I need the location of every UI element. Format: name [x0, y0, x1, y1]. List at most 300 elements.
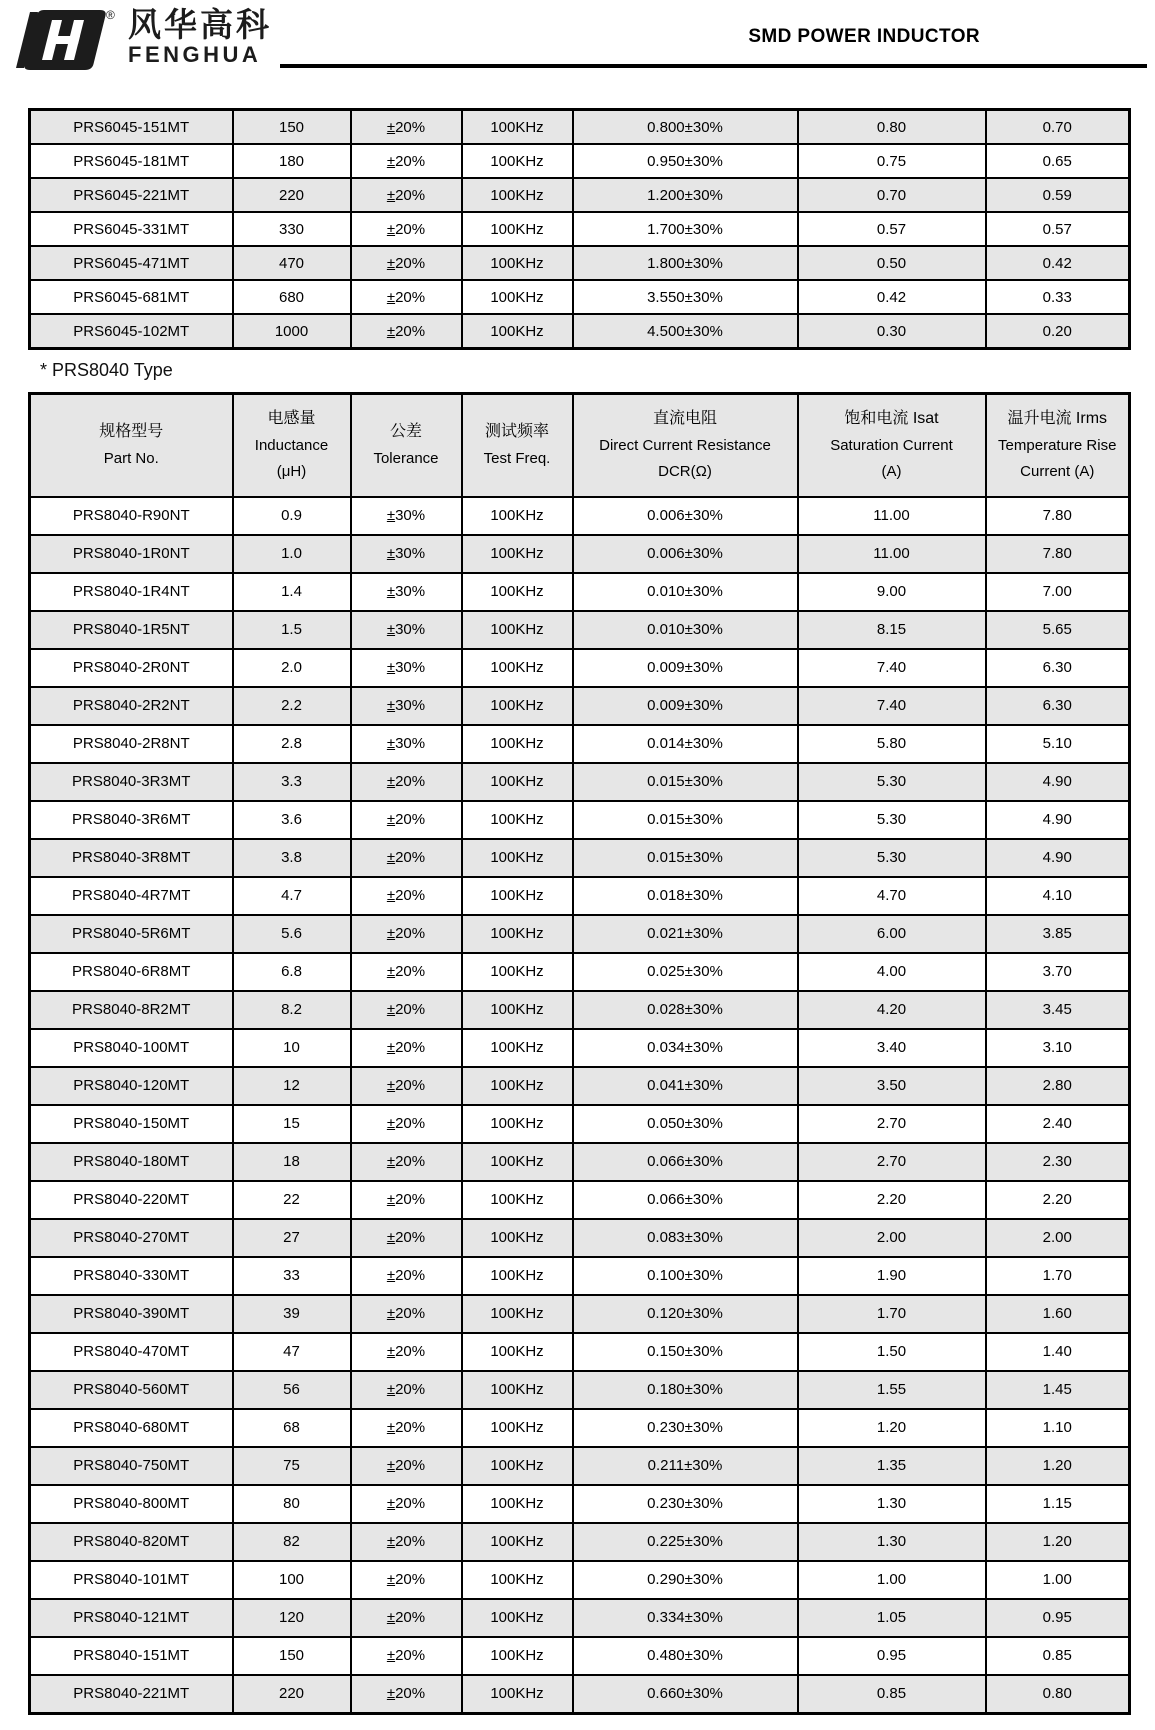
table-row — [30, 991, 1130, 1029]
header-rule — [280, 64, 1147, 68]
column-header-unit: DCR(Ω) — [658, 463, 712, 481]
part-no-cell: PRS8040-151MT — [30, 1637, 233, 1675]
test-freq-cell: 100KHz — [462, 649, 573, 687]
dcr-cell: 0.015±30% — [573, 763, 798, 801]
table-row — [30, 953, 1130, 991]
tolerance-cell: ±30% — [351, 725, 462, 763]
inductance-cell: 47 — [233, 1333, 351, 1371]
table-row — [30, 1067, 1130, 1105]
part-no-cell: PRS8040-221MT — [30, 1675, 233, 1714]
plus-minus-sign: ± — [386, 1381, 396, 1398]
irms-cell: 1.70 — [986, 1257, 1130, 1295]
inductance-cell: 1.4 — [233, 573, 351, 611]
table-row — [30, 1333, 1130, 1371]
inductance-cell: 330 — [233, 212, 351, 246]
irms-cell: 1.40 — [986, 1333, 1130, 1371]
isat-cell: 7.40 — [798, 687, 986, 725]
inductance-cell: 8.2 — [233, 991, 351, 1029]
part-no-cell: PRS6045-681MT — [30, 280, 233, 314]
plus-minus-sign: ± — [386, 849, 396, 866]
inductance-cell: 10 — [233, 1029, 351, 1067]
dcr-cell: 0.230±30% — [573, 1409, 798, 1447]
dcr-cell: 0.018±30% — [573, 877, 798, 915]
isat-cell: 1.50 — [798, 1333, 986, 1371]
table-row — [30, 687, 1130, 725]
test-freq-cell: 100KHz — [462, 687, 573, 725]
dcr-cell: 1.800±30% — [573, 246, 798, 280]
table-row — [30, 1485, 1130, 1523]
isat-cell: 1.55 — [798, 1371, 986, 1409]
table-row — [30, 1219, 1130, 1257]
test-freq-cell: 100KHz — [462, 1599, 573, 1637]
dcr-cell: 0.083±30% — [573, 1219, 798, 1257]
irms-cell: 3.85 — [986, 915, 1130, 953]
inductance-cell: 2.0 — [233, 649, 351, 687]
test-freq-cell: 100KHz — [462, 178, 573, 212]
test-freq-cell: 100KHz — [462, 535, 573, 573]
test-freq-cell: 100KHz — [462, 1029, 573, 1067]
isat-cell: 2.20 — [798, 1181, 986, 1219]
irms-cell: 7.80 — [986, 535, 1130, 573]
isat-cell: 0.80 — [798, 110, 986, 145]
tolerance-cell: ±20% — [351, 877, 462, 915]
tolerance-cell: ±20% — [351, 801, 462, 839]
irms-cell: 4.10 — [986, 877, 1130, 915]
plus-minus-sign: ± — [386, 118, 396, 136]
column-header-en: Part No. — [103, 450, 159, 468]
isat-cell: 2.70 — [798, 1143, 986, 1181]
inductance-cell: 1.0 — [233, 535, 351, 573]
dcr-cell: 0.100±30% — [573, 1257, 798, 1295]
irms-cell: 1.60 — [986, 1295, 1130, 1333]
dcr-cell: 0.021±30% — [573, 915, 798, 953]
irms-cell: 7.00 — [986, 573, 1130, 611]
tolerance-cell: ±20% — [351, 1675, 462, 1714]
part-no-cell: PRS8040-1R0NT — [30, 535, 233, 573]
isat-cell: 0.85 — [798, 1675, 986, 1714]
dcr-cell: 0.025±30% — [573, 953, 798, 991]
plus-minus-sign: ± — [386, 1039, 396, 1056]
isat-cell: 5.30 — [798, 801, 986, 839]
test-freq-cell: 100KHz — [462, 1485, 573, 1523]
dcr-cell: 0.066±30% — [573, 1143, 798, 1181]
table-row — [30, 573, 1130, 611]
dcr-cell: 0.120±30% — [573, 1295, 798, 1333]
part-no-cell: PRS8040-330MT — [30, 1257, 233, 1295]
part-no-cell: PRS8040-750MT — [30, 1447, 233, 1485]
plus-minus-sign: ± — [386, 507, 396, 524]
fenghua-logo — [14, 6, 272, 72]
plus-minus-sign: ± — [386, 322, 396, 340]
table-row — [30, 725, 1130, 763]
tolerance-cell: ±20% — [351, 763, 462, 801]
tolerance-cell: ±20% — [351, 1105, 462, 1143]
dcr-cell: 0.050±30% — [573, 1105, 798, 1143]
part-no-cell: PRS8040-2R2NT — [30, 687, 233, 725]
plus-minus-sign: ± — [386, 1457, 396, 1474]
isat-cell: 5.80 — [798, 725, 986, 763]
column-header-irms — [986, 394, 1130, 497]
part-no-cell: PRS8040-2R0NT — [30, 649, 233, 687]
inductance-cell: 22 — [233, 1181, 351, 1219]
dcr-cell: 0.066±30% — [573, 1181, 798, 1219]
isat-cell: 1.30 — [798, 1523, 986, 1561]
plus-minus-sign: ± — [386, 621, 396, 638]
dcr-cell: 0.225±30% — [573, 1523, 798, 1561]
table-row — [30, 314, 1130, 349]
part-no-cell: PRS8040-270MT — [30, 1219, 233, 1257]
part-no-cell: PRS8040-470MT — [30, 1333, 233, 1371]
test-freq-cell: 100KHz — [462, 212, 573, 246]
plus-minus-sign: ± — [386, 1343, 396, 1360]
irms-cell: 2.20 — [986, 1181, 1130, 1219]
tolerance-cell: ±30% — [351, 687, 462, 725]
tolerance-cell: ±20% — [351, 1257, 462, 1295]
tolerance-cell: ±20% — [351, 144, 462, 178]
plus-minus-sign: ± — [386, 152, 396, 170]
column-header-part-no — [30, 394, 233, 497]
test-freq-cell: 100KHz — [462, 839, 573, 877]
plus-minus-sign: ± — [386, 254, 396, 272]
irms-cell: 4.90 — [986, 763, 1130, 801]
isat-cell: 3.50 — [798, 1067, 986, 1105]
plus-minus-sign: ± — [386, 186, 396, 204]
column-header-en: Test Freq. — [483, 450, 551, 468]
part-no-cell: PRS8040-180MT — [30, 1143, 233, 1181]
tolerance-cell: ±20% — [351, 1333, 462, 1371]
inductance-cell: 1000 — [233, 314, 351, 349]
isat-cell: 5.30 — [798, 839, 986, 877]
plus-minus-sign: ± — [386, 545, 396, 562]
irms-cell: 3.45 — [986, 991, 1130, 1029]
part-no-cell: PRS6045-151MT — [30, 110, 233, 145]
test-freq-cell: 100KHz — [462, 1181, 573, 1219]
column-header-cn: 温升电流 Irms — [1007, 410, 1108, 427]
dcr-cell: 0.009±30% — [573, 649, 798, 687]
irms-cell: 3.70 — [986, 953, 1130, 991]
isat-cell: 9.00 — [798, 573, 986, 611]
column-header-en: Direct Current Resistance — [599, 437, 771, 454]
test-freq-cell: 100KHz — [462, 953, 573, 991]
tolerance-cell: ±20% — [351, 1219, 462, 1257]
test-freq-cell: 100KHz — [462, 1675, 573, 1714]
test-freq-cell: 100KHz — [462, 110, 573, 145]
irms-cell: 0.80 — [986, 1675, 1130, 1714]
irms-cell: 2.40 — [986, 1105, 1130, 1143]
inductance-cell: 27 — [233, 1219, 351, 1257]
part-no-cell: PRS8040-680MT — [30, 1409, 233, 1447]
plus-minus-sign: ± — [386, 1685, 396, 1702]
part-no-cell: PRS8040-1R4NT — [30, 573, 233, 611]
irms-cell: 1.20 — [986, 1523, 1130, 1561]
dcr-cell: 0.015±30% — [573, 839, 798, 877]
irms-cell: 0.20 — [986, 314, 1130, 349]
inductance-cell: 220 — [233, 1675, 351, 1714]
isat-cell: 11.00 — [798, 497, 986, 535]
part-no-cell: PRS6045-221MT — [30, 178, 233, 212]
dcr-cell: 4.500±30% — [573, 314, 798, 349]
plus-minus-sign: ± — [386, 1077, 396, 1094]
dcr-cell: 0.290±30% — [573, 1561, 798, 1599]
tolerance-cell: ±20% — [351, 953, 462, 991]
column-header-unit: Current (A) — [1020, 463, 1095, 481]
tolerance-cell: ±20% — [351, 1599, 462, 1637]
tolerance-cell: ±20% — [351, 915, 462, 953]
irms-cell: 7.80 — [986, 497, 1130, 535]
inductance-cell: 2.2 — [233, 687, 351, 725]
dcr-cell: 0.150±30% — [573, 1333, 798, 1371]
isat-cell: 2.00 — [798, 1219, 986, 1257]
isat-cell: 0.70 — [798, 178, 986, 212]
section-title: * PRS8040 Type — [40, 360, 173, 380]
part-no-cell: PRS8040-560MT — [30, 1371, 233, 1409]
brand-block — [128, 8, 272, 66]
inductance-cell: 39 — [233, 1295, 351, 1333]
plus-minus-sign: ± — [386, 1305, 396, 1322]
column-header-inductance — [233, 394, 351, 497]
test-freq-cell: 100KHz — [462, 497, 573, 535]
isat-cell: 1.30 — [798, 1485, 986, 1523]
inductance-cell: 82 — [233, 1523, 351, 1561]
plus-minus-sign: ± — [386, 1571, 396, 1588]
column-header-cn: 测试频率 — [484, 423, 549, 441]
dcr-cell: 0.010±30% — [573, 573, 798, 611]
tolerance-cell: ±20% — [351, 110, 462, 145]
irms-cell: 1.15 — [986, 1485, 1130, 1523]
test-freq-cell: 100KHz — [462, 1143, 573, 1181]
isat-cell: 0.50 — [798, 246, 986, 280]
inductance-cell: 5.6 — [233, 915, 351, 953]
irms-cell: 4.90 — [986, 801, 1130, 839]
isat-cell: 1.20 — [798, 1409, 986, 1447]
inductance-cell: 4.7 — [233, 877, 351, 915]
irms-cell: 0.70 — [986, 110, 1130, 145]
dcr-cell: 0.800±30% — [573, 110, 798, 145]
plus-minus-sign: ± — [386, 1495, 396, 1512]
irms-cell: 5.10 — [986, 725, 1130, 763]
part-no-cell: PRS8040-R90NT — [30, 497, 233, 535]
fenghua-logo-mark-icon — [14, 6, 118, 72]
irms-cell: 0.33 — [986, 280, 1130, 314]
column-header-cn: 直流电阻 — [652, 410, 717, 427]
tolerance-cell: ±20% — [351, 1067, 462, 1105]
inductance-cell: 18 — [233, 1143, 351, 1181]
column-header-cn: 公差 — [389, 423, 422, 441]
isat-cell: 1.70 — [798, 1295, 986, 1333]
tolerance-cell: ±20% — [351, 314, 462, 349]
test-freq-cell: 100KHz — [462, 1371, 573, 1409]
inductance-cell: 100 — [233, 1561, 351, 1599]
isat-cell: 2.70 — [798, 1105, 986, 1143]
irms-cell: 2.80 — [986, 1067, 1130, 1105]
column-header-en: Temperature Rise — [998, 437, 1117, 454]
part-no-cell: PRS8040-121MT — [30, 1599, 233, 1637]
test-freq-cell: 100KHz — [462, 801, 573, 839]
part-no-cell: PRS6045-181MT — [30, 144, 233, 178]
dcr-cell: 0.006±30% — [573, 535, 798, 573]
inductance-cell: 220 — [233, 178, 351, 212]
dcr-cell: 0.950±30% — [573, 144, 798, 178]
test-freq-cell: 100KHz — [462, 1447, 573, 1485]
table-row — [30, 763, 1130, 801]
dcr-cell: 0.041±30% — [573, 1067, 798, 1105]
isat-cell: 11.00 — [798, 535, 986, 573]
part-no-cell: PRS8040-800MT — [30, 1485, 233, 1523]
tolerance-cell: ±20% — [351, 280, 462, 314]
test-freq-cell: 100KHz — [462, 1333, 573, 1371]
tolerance-cell: ±20% — [351, 1409, 462, 1447]
dcr-cell: 0.028±30% — [573, 991, 798, 1029]
dcr-cell: 1.700±30% — [573, 212, 798, 246]
table-row — [30, 212, 1130, 246]
plus-minus-sign: ± — [386, 1191, 396, 1208]
part-no-cell: PRS8040-5R6MT — [30, 915, 233, 953]
column-header-en: Inductance — [254, 437, 329, 454]
test-freq-cell: 100KHz — [462, 725, 573, 763]
dcr-cell: 0.015±30% — [573, 801, 798, 839]
dcr-cell: 0.211±30% — [573, 1447, 798, 1485]
table-row — [30, 1447, 1130, 1485]
dcr-cell: 0.180±30% — [573, 1371, 798, 1409]
test-freq-cell: 100KHz — [462, 1295, 573, 1333]
part-no-cell: PRS8040-390MT — [30, 1295, 233, 1333]
test-freq-cell: 100KHz — [462, 1523, 573, 1561]
isat-cell: 0.95 — [798, 1637, 986, 1675]
tolerance-cell: ±20% — [351, 1295, 462, 1333]
inductance-cell: 75 — [233, 1447, 351, 1485]
table-row — [30, 110, 1130, 145]
inductance-cell: 3.6 — [233, 801, 351, 839]
plus-minus-sign: ± — [386, 1001, 396, 1018]
test-freq-cell: 100KHz — [462, 991, 573, 1029]
irms-cell: 0.59 — [986, 178, 1130, 212]
column-header-dcr — [573, 394, 798, 497]
table-row — [30, 1561, 1130, 1599]
table-row — [30, 1181, 1130, 1219]
isat-cell: 1.05 — [798, 1599, 986, 1637]
part-no-cell: PRS8040-3R6MT — [30, 801, 233, 839]
part-no-cell: PRS8040-3R8MT — [30, 839, 233, 877]
isat-cell: 0.30 — [798, 314, 986, 349]
inductance-cell: 180 — [233, 144, 351, 178]
part-no-cell: PRS8040-820MT — [30, 1523, 233, 1561]
column-header-isat — [798, 394, 986, 497]
isat-cell: 3.40 — [798, 1029, 986, 1067]
page-title: SMD POWER INDUCTOR — [748, 26, 980, 47]
table-row — [30, 1599, 1130, 1637]
irms-cell: 4.90 — [986, 839, 1130, 877]
irms-cell: 2.00 — [986, 1219, 1130, 1257]
plus-minus-sign: ± — [386, 1153, 396, 1170]
inductance-cell: 3.3 — [233, 763, 351, 801]
part-no-cell: PRS6045-102MT — [30, 314, 233, 349]
tolerance-cell: ±20% — [351, 1143, 462, 1181]
dcr-cell: 1.200±30% — [573, 178, 798, 212]
isat-cell: 4.00 — [798, 953, 986, 991]
tolerance-cell: ±20% — [351, 839, 462, 877]
tolerance-cell: ±20% — [351, 1447, 462, 1485]
tolerance-cell: ±20% — [351, 1485, 462, 1523]
table-row — [30, 1371, 1130, 1409]
test-freq-cell: 100KHz — [462, 246, 573, 280]
column-header-cn: 电感量 — [267, 410, 316, 427]
part-no-cell: PRS8040-1R5NT — [30, 611, 233, 649]
inductance-cell: 680 — [233, 280, 351, 314]
inductance-cell: 15 — [233, 1105, 351, 1143]
test-freq-cell: 100KHz — [462, 1219, 573, 1257]
irms-cell: 6.30 — [986, 649, 1130, 687]
registered-trademark-icon: ® — [106, 8, 115, 22]
plus-minus-sign: ± — [386, 1647, 396, 1664]
irms-cell: 1.45 — [986, 1371, 1130, 1409]
part-no-cell: PRS8040-2R8NT — [30, 725, 233, 763]
column-header-cn: 规格型号 — [99, 423, 164, 441]
table-row — [30, 839, 1130, 877]
tolerance-cell: ±30% — [351, 649, 462, 687]
table-row — [30, 1029, 1130, 1067]
plus-minus-sign: ± — [386, 1609, 396, 1626]
tolerance-cell: ±20% — [351, 1561, 462, 1599]
table-row — [30, 178, 1130, 212]
irms-cell: 6.30 — [986, 687, 1130, 725]
tolerance-cell: ±20% — [351, 1181, 462, 1219]
irms-cell: 1.10 — [986, 1409, 1130, 1447]
plus-minus-sign: ± — [386, 1533, 396, 1550]
plus-minus-sign: ± — [386, 963, 396, 980]
column-header-tolerance — [351, 394, 462, 497]
table-row — [30, 1143, 1130, 1181]
test-freq-cell: 100KHz — [462, 763, 573, 801]
plus-minus-sign: ± — [386, 735, 396, 752]
table-row — [30, 1523, 1130, 1561]
inductance-cell: 150 — [233, 110, 351, 145]
inductance-cell: 0.9 — [233, 497, 351, 535]
isat-cell: 0.42 — [798, 280, 986, 314]
tolerance-cell: ±20% — [351, 178, 462, 212]
irms-cell: 0.65 — [986, 144, 1130, 178]
tolerance-cell: ±30% — [351, 611, 462, 649]
test-freq-cell: 100KHz — [462, 314, 573, 349]
column-header-en: Saturation Current — [830, 437, 953, 454]
irms-cell: 3.10 — [986, 1029, 1130, 1067]
inductance-cell: 80 — [233, 1485, 351, 1523]
table-row — [30, 144, 1130, 178]
column-header-unit: (μH) — [276, 463, 307, 481]
isat-cell: 0.75 — [798, 144, 986, 178]
irms-cell: 0.85 — [986, 1637, 1130, 1675]
test-freq-cell: 100KHz — [462, 1561, 573, 1599]
inductance-cell: 68 — [233, 1409, 351, 1447]
dcr-cell: 0.660±30% — [573, 1675, 798, 1714]
plus-minus-sign: ± — [386, 1419, 396, 1436]
inductance-cell: 3.8 — [233, 839, 351, 877]
part-no-cell: PRS8040-120MT — [30, 1067, 233, 1105]
inductance-cell: 470 — [233, 246, 351, 280]
dcr-cell: 0.230±30% — [573, 1485, 798, 1523]
tolerance-cell: ±20% — [351, 1371, 462, 1409]
part-no-cell: PRS8040-3R3MT — [30, 763, 233, 801]
column-header-en: Tolerance — [373, 450, 439, 468]
prs6045-table — [28, 108, 1131, 350]
dcr-cell: 0.014±30% — [573, 725, 798, 763]
table-row — [30, 497, 1130, 535]
inductance-cell: 2.8 — [233, 725, 351, 763]
test-freq-cell: 100KHz — [462, 877, 573, 915]
tolerance-cell: ±30% — [351, 497, 462, 535]
dcr-cell: 0.334±30% — [573, 1599, 798, 1637]
irms-cell: 0.42 — [986, 246, 1130, 280]
irms-cell: 1.20 — [986, 1447, 1130, 1485]
